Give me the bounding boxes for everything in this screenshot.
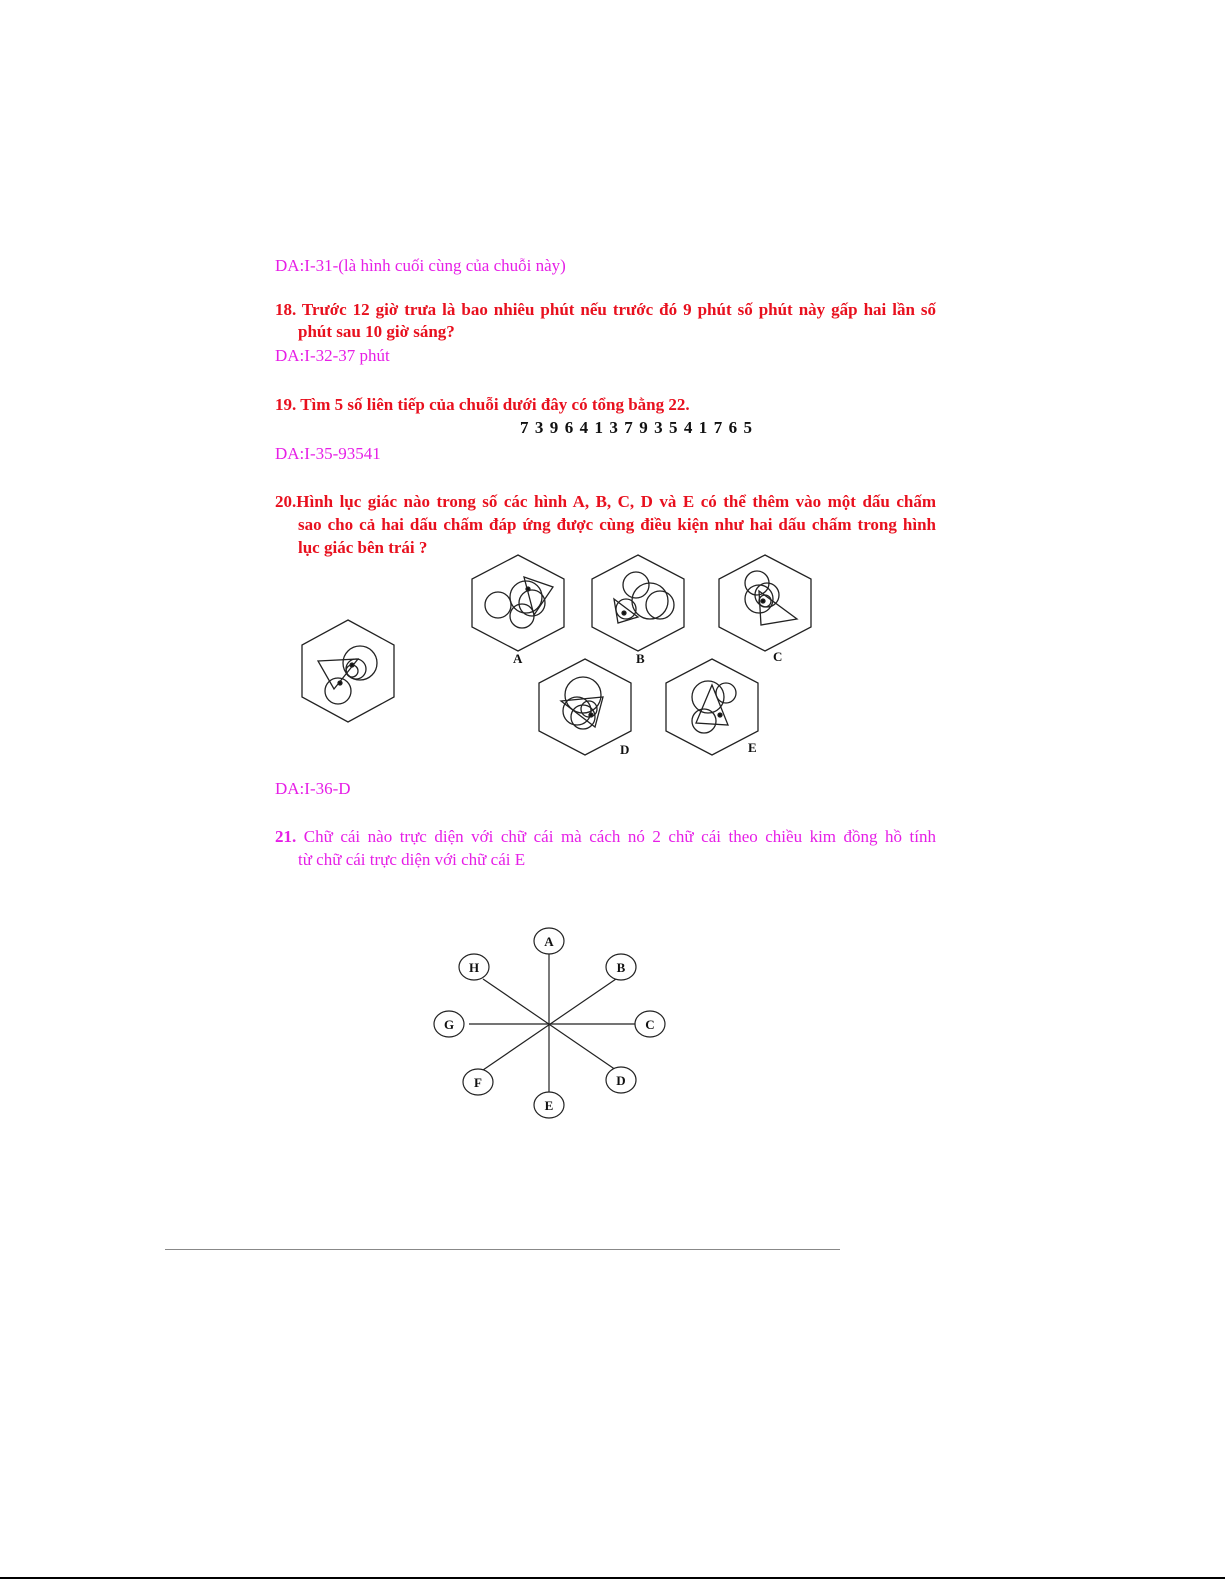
question-20-number: 20. bbox=[275, 492, 297, 511]
question-19-text-1: Tìm 5 số liên tiếp của chuỗi dưới đây có tổng bằng 22. bbox=[300, 395, 690, 414]
question-21-text-1: Chữ cái nào trực diện với chữ cái mà cách nó 2 chữ cái theo chiều kim đồng hồ tính bbox=[303, 827, 936, 846]
answer-19: DA:I-35-93541 bbox=[275, 444, 381, 463]
question-20-line-1 bbox=[275, 491, 936, 513]
letter-e: E bbox=[544, 1098, 554, 1113]
label-option-d: D bbox=[620, 742, 630, 757]
question-19-number: 19. bbox=[275, 395, 297, 414]
hexagon-c bbox=[719, 555, 811, 651]
number-sequence: 7396413793541765 bbox=[520, 418, 759, 437]
label-option-e: E bbox=[748, 740, 757, 755]
question-18-line-2: phút sau 10 giờ sáng? bbox=[298, 322, 455, 341]
hexagon-e bbox=[666, 659, 758, 755]
answer-18: DA:I-32-37 phút bbox=[275, 346, 390, 365]
question-21-line-2: từ chữ cái trực diện với chữ cái E bbox=[298, 850, 526, 869]
question-20-line-2: sao cho cả hai dấu chấm đáp ứng được cùng điều kiện như hai dấu chấm trong hình bbox=[298, 515, 936, 534]
question-20-text-1: Hình lục giác nào trong số các hình A, B, C, D và E có thể thêm vào một dấu chấm bbox=[296, 492, 936, 511]
label-option-c: C bbox=[773, 649, 783, 664]
question-19-line-1 bbox=[275, 394, 690, 416]
question-21-line-1 bbox=[275, 826, 936, 848]
label-option-b: B bbox=[636, 651, 645, 666]
letter-b: B bbox=[616, 960, 626, 975]
question-21-number: 21. bbox=[275, 827, 297, 846]
answer-17: DA:I-31-(là hình cuối cùng của chuỗi này) bbox=[275, 256, 566, 275]
letter-d: D bbox=[616, 1073, 626, 1088]
label-option-a: A bbox=[513, 651, 523, 666]
hexagon-figures bbox=[290, 550, 820, 765]
letter-f: F bbox=[474, 1075, 482, 1090]
letter-star-diagram bbox=[420, 920, 680, 1130]
letter-c: C bbox=[645, 1017, 655, 1032]
question-20-line-3: lục giác bên trái ? bbox=[298, 538, 428, 557]
hexagon-a bbox=[472, 555, 564, 651]
hexagon-b bbox=[592, 555, 684, 651]
question-18-line-1 bbox=[275, 299, 936, 321]
letter-g: G bbox=[443, 1017, 455, 1032]
question-18-text-1: Trước 12 giờ trưa là bao nhiêu phút nếu trước đó 9 phút số phút này gấp hai lần số bbox=[301, 300, 936, 319]
page-bottom-border bbox=[0, 1577, 1225, 1579]
answer-20: DA:I-36-D bbox=[275, 779, 351, 798]
question-18-number: 18. bbox=[275, 300, 297, 319]
reference-hexagon bbox=[302, 620, 394, 722]
letter-a: A bbox=[544, 934, 554, 949]
footer-separator bbox=[165, 1249, 840, 1250]
letter-h: H bbox=[468, 960, 480, 975]
hexagon-d bbox=[539, 659, 631, 755]
